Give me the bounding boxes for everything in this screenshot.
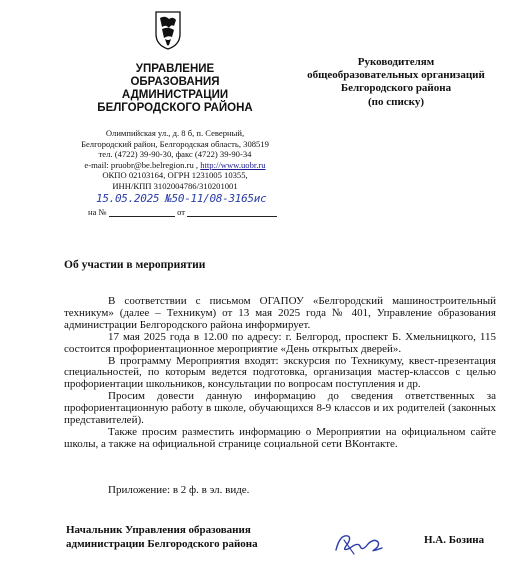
reference-line [88, 206, 277, 217]
handwritten-registration [96, 192, 266, 205]
address-line: Олимпийская ул., д. 8 б, п. Северный, [105, 128, 245, 138]
letter-subject: Об участии в мероприятии [64, 259, 206, 271]
contact-line [60, 160, 290, 171]
addressee-block [296, 56, 496, 109]
org-line: ОБРАЗОВАНИЯ [130, 76, 220, 88]
addressee-line: общеобразовательных организаций [307, 69, 485, 82]
handwritten-date: 15.05.2025 [96, 192, 160, 205]
organization-codes [60, 170, 290, 191]
phone-line: тел. (4722) 39-90-30, факс (4722) 39-90-34 [98, 149, 252, 159]
org-line: БЕЛГОРОДСКОГО РАЙОНА [97, 102, 253, 114]
organization-address [60, 128, 290, 170]
org-line: УПРАВЛЕНИЕ [135, 63, 215, 75]
addressee-line: Белгородского района [340, 82, 452, 95]
na-blank [109, 206, 175, 217]
ot-label: от [177, 207, 186, 217]
contact-separator: , [193, 159, 201, 170]
handwritten-number: №50-11/08-3165ис [165, 192, 267, 205]
ot-blank [187, 206, 277, 217]
signatory-title [66, 524, 258, 551]
addressee-line: Руководителям [357, 56, 435, 68]
org-line: АДМИНИСТРАЦИИ [121, 89, 229, 101]
signatory-name: Н.А. Бозина [424, 534, 485, 546]
signatory-title-line: Начальник Управления образования [66, 524, 251, 536]
body-paragraph: Просим довести данную информацию до сведения ответственных за профориентационную работу в школе, обучающихся 8-9 классов и их родителей (законных представителей). [64, 390, 496, 427]
email-link[interactable]: pruobr@be.belregion.ru [110, 159, 194, 170]
na-label: на № [88, 207, 107, 217]
handwritten-signature [330, 528, 390, 558]
letter-body [64, 296, 496, 451]
signatory-title-line: администрации Белгородского района [66, 537, 258, 550]
body-paragraph: Также просим разместить информацию о Мероприятии на официальном сайте школы, а также на официальной странице социальной сети ВКонтакте. [64, 425, 496, 450]
body-paragraph: В программу Мероприятия входят: экскурсия по Техникуму, квест-презентация специальностей, по которым ведется подготовка, организация мастер-классов с целью профориентации школьников, консультации по вопросам поступления и др. [64, 354, 496, 391]
address-line: Белгородский район, Белгородская область, 308519 [81, 138, 269, 149]
email-prefix: e-mail: [84, 159, 111, 170]
addressee-line: (по списку) [367, 95, 425, 108]
codes-line: ОКПО 02103164, ОГРН 1231005 10355, [102, 170, 248, 180]
coat-of-arms-icon [153, 10, 183, 50]
organization-name [60, 63, 290, 115]
body-paragraph: 17 мая 2025 года в 12.00 по адресу: г. Белгород, проспект Б. Хмельницкого, 115 состоится профориентационное мероприятие «День открытых дверей». [64, 330, 496, 355]
website-link[interactable]: http://www.uobr.ru [200, 159, 266, 170]
codes-line: ИНН/КПП 3102004786/310201001 [112, 180, 238, 191]
body-paragraph: В соответствии с письмом ОГАПОУ «Белгородский машиностроительный техникум» (далее – Техникум) от 13 мая 2025 года № 401, Управление образования администрации Белгородского района информирует. [64, 295, 496, 331]
attachment-note: Приложение: в 2 ф. в эл. виде. [108, 484, 250, 496]
